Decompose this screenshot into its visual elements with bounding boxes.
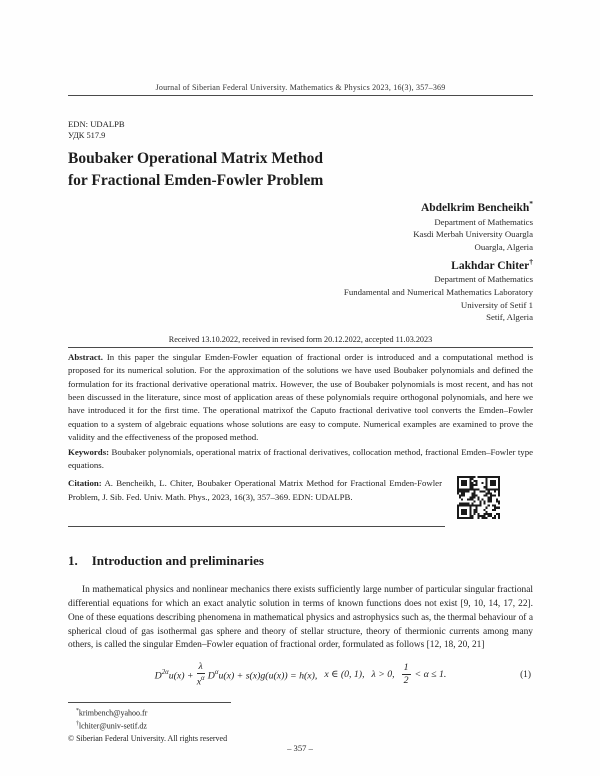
author-2-marker: †: [529, 256, 533, 266]
footnote-1-marker: *: [76, 707, 79, 714]
author-1-affiliation: Ouargla, Algeria: [474, 242, 533, 253]
udk-code: УДК 517.9: [68, 131, 106, 140]
intro-paragraph: In mathematical physics and nonlinear mechanics there exists sufficiently large number of particular singular fractional differential equations for which an exact analytic solution in terms of known functions does not exist [9, 10, 14, 17, 22]. One of these equations describing phenomena in mathematical physics and astrophysics such as, the thermal behaviour of a spherical cloud of gas isothermal gas sphere and theory of stellar structure, theory of thermionic currents among many others, is called the singular Emden–Fowler equation of fractional order, formulated as follows [12, 18, 20, 21]: [68, 585, 533, 651]
equation-term: $D^\alpha u(x) + s(x)g(u(x)) = h(x)$,: [207, 668, 318, 682]
equation-1: [68, 662, 533, 688]
qr-code: [457, 476, 500, 519]
section-1-number: 1.: [68, 553, 78, 569]
journal-header: Journal of Siberian Federal University. Mathematics & Physics 2023, 16(3), 357–369: [155, 83, 446, 92]
paper-title: [68, 148, 533, 192]
paper-title-line1: Boubaker Operational Matrix Method: [68, 150, 324, 167]
citation-label: Citation:: [68, 478, 102, 489]
equation-fraction-lambda: $\frac{\lambda}{x^\alpha}$: [196, 661, 205, 688]
authors-block: [68, 196, 533, 324]
footnotes-block: [68, 706, 533, 745]
page-number: – 357 –: [287, 743, 313, 753]
footnote-email-1: [68, 706, 533, 719]
author-1-name: [68, 196, 533, 216]
author-2-affiliation: Setif, Algeria: [486, 312, 533, 323]
footnote-rule: [68, 702, 231, 703]
section-1-title: Introduction and preliminaries: [91, 553, 264, 569]
citation-block: [68, 477, 533, 522]
abstract-rule: [68, 347, 533, 348]
author-2-name-text: Lakhdar Chiter: [451, 259, 530, 272]
author-2-affiliation: Department of Mathematics: [434, 274, 533, 285]
equation-number: (1): [520, 669, 531, 680]
author-2-affiliation: Fundamental and Numerical Mathematics Laboratory: [343, 287, 533, 298]
edn-code: EDN: UDALPB: [68, 119, 125, 129]
abstract-paragraph: [68, 351, 533, 445]
abstract-text: In this paper the singular Emden-Fowler equation of fractional order is introduced and a computational method is proposed for its numerical solution. For the approximation of the solutions we have used Boubaker polynomials and defined the formulation for its fractional derivative operational matrix. However, the use of Boubaker polynomials is most recent, and has not been discussed in the literature, since most of application areas of these polynomials require orthogonal polynomials, and here we have introduced it for the first time. The operational matrixof the Caputo fractional derivative tool converts the Emden–Fowler equation to a system of algebraic equations whose solutions are easy to compute. Numerical examples are examined to prove the validity and the effectiveness of the proposed method.: [68, 351, 533, 443]
keywords-text: Boubaker polynomials, operational matrix of fractional derivatives, collocation method, fractional Emden–Fowler type equations.: [68, 446, 533, 471]
equation-term: $D^{2\alpha}u(x)$ +: [154, 668, 194, 682]
author-1-name-text: Abdelkrim Bencheikh: [420, 201, 530, 214]
citation-rule: [68, 526, 445, 527]
received-dates: Received 13.10.2022, received in revised form 20.12.2022, accepted 11.03.2023: [168, 334, 433, 344]
equation-condition-lambda: λ > 0,: [371, 669, 395, 681]
author-1-affiliation: Department of Mathematics: [434, 216, 533, 227]
abstract-label: Abstract.: [68, 351, 103, 362]
author-2-affiliation: University of Setif 1: [460, 299, 533, 310]
author-1-marker: *: [529, 199, 533, 208]
author-1-affiliation: Kasdi Merbah University Ouargla: [413, 229, 533, 240]
equation-condition-x: x ∈ (0, 1),: [324, 669, 365, 681]
footnote-1-text: krimbench@yahoo.fr: [78, 708, 148, 718]
footnote-email-2: [68, 719, 533, 732]
paper-title-line2: for Fractional Emden-Fowler Problem: [68, 172, 324, 189]
equation-fraction-half: $\frac{1}{2}$: [403, 662, 409, 687]
author-2-name: [68, 254, 533, 274]
footnote-2-marker: †: [76, 721, 79, 728]
equation-condition-alpha: < α ≤ 1.: [414, 669, 447, 681]
citation-text: A. Bencheikh, L. Chiter, Boubaker Operational Matrix Method for Fractional Emden-Fowler Problem, J. Sib. Fed. Univ. Math. Phys., 2023, 16(3), 357–369. EDN: UDALPB.: [68, 478, 443, 502]
header-rule: [68, 95, 533, 96]
citation-paragraph: [68, 477, 442, 504]
section-1-heading: [68, 553, 533, 569]
copyright-line: © Siberian Federal University. All rights reserved: [68, 734, 228, 744]
fraction-denominator: $x^\alpha$: [196, 675, 205, 688]
keywords-paragraph: [68, 446, 533, 473]
keywords-label: Keywords:: [68, 446, 110, 457]
footnote-2-text: lchiter@univ-setif.dz: [78, 721, 147, 731]
